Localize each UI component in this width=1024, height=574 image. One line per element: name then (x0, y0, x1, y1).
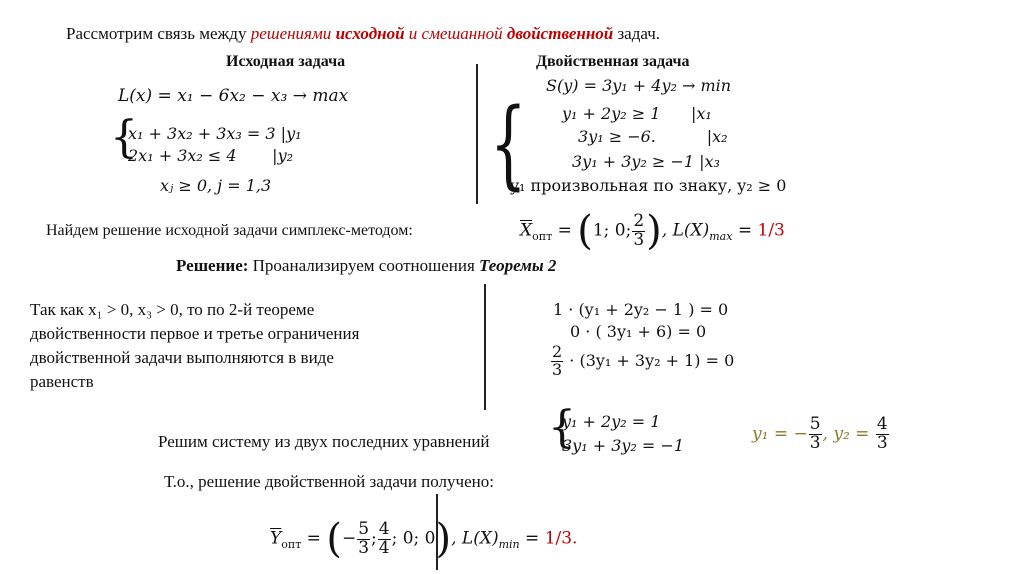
intro-word-original: исходной (335, 24, 405, 43)
lmax-eq: = (732, 220, 758, 241)
result-text: Т.о., решение двойственной задачи получено: (164, 472, 494, 491)
intro-prefix: Рассмотрим связь между (66, 24, 251, 43)
yopt-fraction-1 (357, 518, 370, 558)
yopt-fraction-2 (378, 518, 391, 558)
xopt-fraction-num: 2 (633, 210, 645, 231)
y1-label: y₁ = − (752, 423, 808, 444)
yopt-eq: = (301, 528, 327, 549)
xopt-fraction-den: 3 (633, 229, 645, 250)
equation-3-num: 2 (552, 342, 563, 361)
primal-objective: L(x) = x₁ − 6x₂ − x₃ → max (118, 86, 349, 106)
system-eq-2: 3y₁ + 3y₂ = −1 (562, 436, 685, 455)
dual-constraint-3: 3y₁ + 3y₂ ≥ −1 |x₃ (572, 152, 720, 171)
yopt-f1-num: 5 (358, 518, 370, 539)
lmin-value: 1/3. (544, 528, 578, 549)
equation-2: 0 · ( 3y₁ + 6) = 0 (570, 322, 707, 341)
intro-word-dual: двойственной (506, 24, 614, 43)
explanation-paragraph (30, 298, 359, 394)
lmax-value: 1/3 (757, 220, 785, 241)
system-text: Решим систему из двух последних уравнений (158, 432, 490, 451)
xopt-symbol: $\overline{X}$ (520, 220, 533, 241)
primal-system-brace: { (110, 112, 138, 163)
y2-fraction (876, 416, 889, 453)
top-divider (476, 64, 478, 204)
solution-line (176, 256, 556, 276)
y2-num: 4 (876, 414, 888, 434)
solution-text: Проанализируем соотношения (252, 256, 475, 275)
equation-3-den: 3 (552, 359, 563, 379)
y1-num: 5 (809, 414, 821, 434)
equation-3-rest: · (3y₁ + 3y₂ + 1) = 0 (569, 350, 735, 370)
lmin-subscript: min (498, 537, 520, 551)
intro-line (66, 24, 660, 44)
xopt-lparen: ( (577, 208, 593, 254)
primal-heading: Исходная задача (226, 53, 346, 70)
yopt-sep: ; (371, 528, 377, 549)
y2-label: , y₂ = (822, 423, 870, 444)
explanation-line-2: двойственности первое и третье ограничения (30, 324, 360, 343)
xopt-subscript: опт (532, 229, 553, 243)
primal-constraint-1: x₁ + 3x₂ + 3x₃ = 3 |y₁ (128, 124, 302, 143)
dual-heading: Двойственная задача (536, 53, 690, 70)
dual-objective: S(y) = 3y₁ + 4y₂ → min (546, 76, 732, 95)
explanation-line-4: равенств (30, 372, 94, 391)
lmax-label: , L(X) (661, 220, 710, 241)
xopt-rparen: ) (646, 208, 662, 254)
system-solution (752, 416, 890, 453)
lmax-subscript: max (709, 229, 733, 243)
dual-constraint-4: y₁ произвольная по знаку, y₂ ≥ 0 (510, 176, 787, 195)
yopt-subscript: опт (281, 537, 302, 551)
dual-constraint-2: 3y₁ ≥ −6. |x₂ (578, 127, 728, 146)
intro-suffix: задач. (613, 24, 661, 43)
intro-word-mixed: и смешанной (408, 24, 503, 43)
y1-den: 3 (809, 432, 821, 453)
equation-3 (550, 344, 734, 379)
primal-nonnegativity: xⱼ ≥ 0, j = 1,3 (160, 176, 272, 195)
yopt-f1-den: 3 (358, 537, 370, 558)
equation-1: 1 · (y₁ + 2y₂ − 1 ) = 0 (553, 300, 729, 319)
lmin-label: , L(X) (451, 528, 499, 549)
intro-word-solutions: решениями (250, 24, 332, 43)
xopt-values: 1; 0; (592, 220, 632, 241)
simplex-text: Найдем решение исходной задачи симплекс-методом: (46, 222, 413, 239)
dual-constraint-1: y₁ + 2y₂ ≥ 1 |x₁ (562, 104, 712, 123)
yopt-formula (270, 516, 577, 562)
yopt-rest: ; 0; 0 (391, 528, 436, 549)
yopt-symbol: $\overline{Y}$ (270, 528, 282, 549)
primal-constraint-2: 2x₁ + 3x₂ ≤ 4 |y₂ (128, 146, 294, 165)
solution-theorem: Теоремы 2 (479, 256, 557, 275)
explanation-line-3: двойственной задачи выполняются в виде (30, 348, 334, 367)
equation-3-fraction (551, 344, 563, 379)
middle-divider (484, 284, 486, 410)
yopt-f2-num: 4 (378, 518, 390, 539)
dual-system-brace: { (490, 88, 527, 200)
xopt-eq: = (557, 220, 578, 241)
xopt-formula (520, 208, 785, 254)
yopt-f2-den: 4 (378, 537, 390, 558)
system-eq-1: y₁ + 2y₂ = 1 (562, 412, 661, 431)
explanation-line-1: Так как x₁ > 0, x₃ > 0, то по 2-й теореме (30, 300, 315, 319)
system-brace: { (548, 402, 576, 453)
y2-den: 3 (876, 432, 888, 453)
xopt-fraction (632, 210, 645, 250)
yopt-neg: − (341, 528, 357, 549)
yopt-rparen: ) (435, 516, 452, 562)
solution-label: Решение: (176, 256, 249, 275)
y1-fraction (809, 416, 822, 453)
yopt-lparen: ( (326, 516, 342, 562)
lmin-eq: = (519, 528, 545, 549)
